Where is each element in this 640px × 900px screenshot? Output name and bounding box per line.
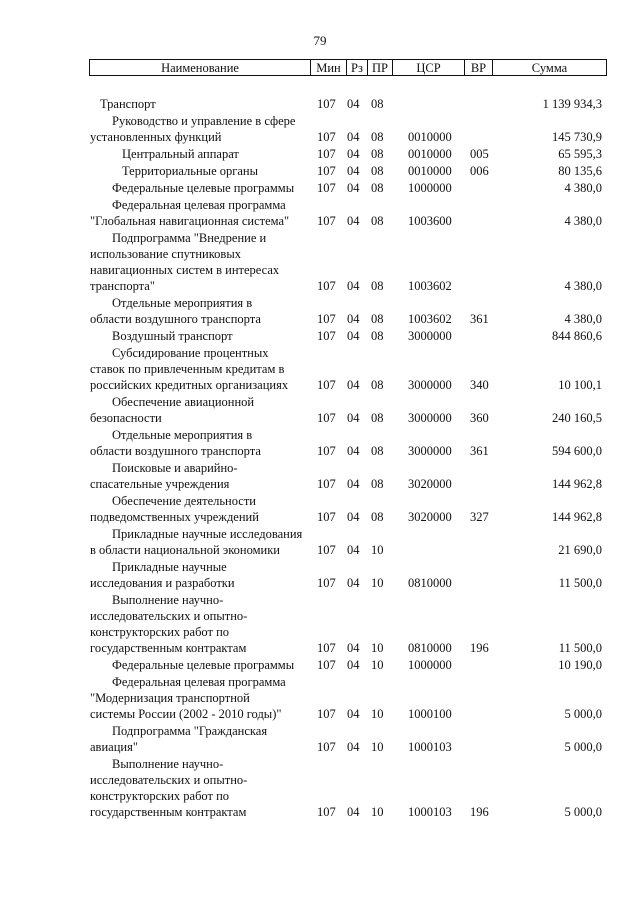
- row-name: [90, 96, 314, 112]
- row-name-line: безопасности: [90, 411, 162, 425]
- table-row: [0, 146, 640, 162]
- row-name: [90, 345, 314, 393]
- header-sum: Сумма: [531, 61, 568, 75]
- row-name-line: Отдельные мероприятия в: [112, 428, 253, 442]
- cell-rz: 04: [347, 641, 360, 655]
- table-row: [0, 674, 640, 722]
- cell-sum: 4 380,0: [564, 214, 602, 228]
- header-rz: Рз: [347, 60, 368, 75]
- row-name-line: Центральный аппарат: [122, 147, 239, 161]
- cell-sum: 5 000,0: [564, 707, 602, 721]
- cell-min: 107: [317, 740, 336, 754]
- table-row: [0, 427, 640, 459]
- table-row: [0, 113, 640, 145]
- cell-csr: 0810000: [408, 576, 452, 590]
- cell-sum: 11 500,0: [558, 641, 602, 655]
- cell-csr: 0010000: [408, 130, 452, 144]
- row-name: [90, 657, 314, 673]
- cell-sum: 4 380,0: [564, 312, 602, 326]
- cell-rz: 04: [347, 740, 360, 754]
- cell-vr: 196: [470, 641, 489, 655]
- cell-sum: 240 160,5: [552, 411, 602, 425]
- cell-csr: 0810000: [408, 641, 452, 655]
- cell-min: 107: [317, 411, 336, 425]
- row-name-line: в области национальной экономики: [90, 543, 280, 557]
- cell-csr: 1003600: [408, 214, 452, 228]
- cell-vr: 196: [470, 805, 489, 819]
- cell-min: 107: [317, 279, 336, 293]
- row-name-line: Федеральные целевые программы: [112, 658, 295, 672]
- table-row: [0, 526, 640, 558]
- cell-rz: 04: [347, 543, 360, 557]
- cell-sum: 144 962,8: [552, 477, 602, 491]
- cell-pr: 08: [371, 444, 384, 458]
- cell-rz: 04: [347, 805, 360, 819]
- cell-pr: 10: [371, 576, 384, 590]
- row-name-line: транспорта": [90, 279, 155, 293]
- row-name-line: Выполнение научно-: [112, 757, 224, 771]
- row-name-line: конструкторских работ по: [90, 625, 230, 639]
- cell-min: 107: [317, 805, 336, 819]
- cell-csr: 3000000: [408, 444, 452, 458]
- row-name-line: Федеральные целевые программы: [112, 181, 295, 195]
- row-name-line: системы России (2002 - 2010 годы)": [90, 707, 282, 721]
- cell-rz: 04: [347, 444, 360, 458]
- table-row: [0, 394, 640, 426]
- row-name-line: исследования и разработки: [90, 576, 235, 590]
- cell-pr: 08: [371, 510, 384, 524]
- row-name-line: области воздушного транспорта: [90, 444, 261, 458]
- cell-min: 107: [317, 510, 336, 524]
- cell-csr: 0010000: [408, 164, 452, 178]
- row-name: [90, 180, 314, 196]
- cell-sum: 1 139 934,3: [542, 97, 602, 111]
- cell-csr: 1000000: [408, 658, 452, 672]
- row-name-line: Субсидирование процентных: [112, 346, 269, 360]
- row-name-line: Федеральная целевая программа: [112, 198, 286, 212]
- row-name: [90, 197, 314, 229]
- table-row: [0, 723, 640, 755]
- row-name-line: области воздушного транспорта: [90, 312, 261, 326]
- table-row: [0, 197, 640, 229]
- cell-min: 107: [317, 707, 336, 721]
- table-header: [89, 59, 607, 76]
- row-name-line: Федеральная целевая программа: [112, 675, 286, 689]
- cell-csr: 3000000: [408, 329, 452, 343]
- cell-sum: 5 000,0: [564, 805, 602, 819]
- row-name-line: "Модернизация транспортной: [90, 691, 250, 705]
- row-name: [90, 295, 314, 327]
- cell-min: 107: [317, 329, 336, 343]
- row-name: [90, 113, 314, 145]
- row-name-line: навигационных систем в интересах: [90, 263, 280, 277]
- row-name-line: Подпрограмма "Внедрение и: [112, 231, 267, 245]
- cell-pr: 10: [371, 543, 384, 557]
- cell-min: 107: [317, 658, 336, 672]
- table-row: [0, 345, 640, 393]
- cell-sum: 4 380,0: [564, 181, 602, 195]
- table-row: [0, 559, 640, 591]
- cell-pr: 08: [371, 181, 384, 195]
- cell-rz: 04: [347, 658, 360, 672]
- row-name-line: "Глобальная навигационная система": [90, 214, 290, 228]
- row-name-line: российских кредитных организациях: [90, 378, 289, 392]
- row-name-line: Территориальные органы: [122, 164, 259, 178]
- cell-pr: 10: [371, 805, 384, 819]
- cell-min: 107: [317, 181, 336, 195]
- table-body: [0, 96, 640, 821]
- cell-sum: 10 100,1: [558, 378, 602, 392]
- cell-sum: 5 000,0: [564, 740, 602, 754]
- cell-min: 107: [317, 477, 336, 491]
- cell-vr: 361: [470, 312, 489, 326]
- row-name: [90, 592, 314, 656]
- cell-vr: 340: [470, 378, 489, 392]
- header-min: Мин: [311, 60, 347, 75]
- cell-sum: 145 730,9: [552, 130, 602, 144]
- header-csr: ЦСР: [393, 60, 465, 75]
- cell-sum: 21 690,0: [558, 543, 602, 557]
- cell-csr: 1000103: [408, 740, 452, 754]
- row-name-line: Подпрограмма "Гражданская: [112, 724, 268, 738]
- cell-min: 107: [317, 130, 336, 144]
- cell-csr: 1003602: [408, 312, 452, 326]
- cell-rz: 04: [347, 576, 360, 590]
- cell-pr: 08: [371, 130, 384, 144]
- row-name: [90, 526, 314, 558]
- row-name: [90, 559, 314, 591]
- row-name-line: Поисковые и аварийно-: [112, 461, 238, 475]
- row-name-line: Прикладные научные: [112, 560, 227, 574]
- row-name-line: установленных функций: [90, 130, 222, 144]
- header-pr: ПР: [368, 60, 393, 75]
- cell-rz: 04: [347, 147, 360, 161]
- row-name: [90, 328, 314, 344]
- row-name: [90, 674, 314, 722]
- cell-csr: 3020000: [408, 510, 452, 524]
- row-name-line: спасательные учреждения: [90, 477, 230, 491]
- cell-min: 107: [317, 641, 336, 655]
- row-name-line: Транспорт: [100, 97, 156, 111]
- cell-sum: 11 500,0: [558, 576, 602, 590]
- cell-csr: 0010000: [408, 147, 452, 161]
- row-name: [90, 493, 314, 525]
- row-name-line: Отдельные мероприятия в: [112, 296, 253, 310]
- table-row: [0, 180, 640, 196]
- cell-pr: 10: [371, 707, 384, 721]
- cell-min: 107: [317, 543, 336, 557]
- row-name-line: использование спутниковых: [90, 247, 241, 261]
- cell-min: 107: [317, 378, 336, 392]
- cell-pr: 08: [371, 411, 384, 425]
- row-name-line: Воздушный транспорт: [112, 329, 233, 343]
- row-name-line: государственным контрактам: [90, 805, 247, 819]
- cell-pr: 10: [371, 658, 384, 672]
- cell-rz: 04: [347, 378, 360, 392]
- cell-pr: 08: [371, 279, 384, 293]
- row-name: [90, 146, 314, 162]
- row-name-line: Руководство и управление в сфере: [112, 114, 296, 128]
- table-row: [0, 96, 640, 112]
- cell-pr: 08: [371, 97, 384, 111]
- table-row: [0, 493, 640, 525]
- cell-rz: 04: [347, 130, 360, 144]
- cell-vr: 361: [470, 444, 489, 458]
- cell-min: 107: [317, 97, 336, 111]
- cell-sum: 594 600,0: [552, 444, 602, 458]
- cell-rz: 04: [347, 707, 360, 721]
- cell-rz: 04: [347, 164, 360, 178]
- cell-min: 107: [317, 147, 336, 161]
- row-name: [90, 460, 314, 492]
- cell-vr: 360: [470, 411, 489, 425]
- row-name-line: Обеспечение авиационной: [112, 395, 255, 409]
- cell-pr: 08: [371, 477, 384, 491]
- cell-sum: 10 190,0: [558, 658, 602, 672]
- row-name: [90, 230, 314, 294]
- cell-vr: 005: [470, 147, 489, 161]
- cell-sum: 844 860,6: [552, 329, 602, 343]
- cell-csr: 3000000: [408, 378, 452, 392]
- cell-rz: 04: [347, 411, 360, 425]
- cell-csr: 1000103: [408, 805, 452, 819]
- row-name-line: ставок по привлеченным кредитам в: [90, 362, 285, 376]
- row-name-line: конструкторских работ по: [90, 789, 230, 803]
- row-name-line: авиация": [90, 740, 138, 754]
- table-row: [0, 163, 640, 179]
- row-name-line: исследовательских и опытно-: [90, 609, 248, 623]
- cell-min: 107: [317, 444, 336, 458]
- table-row: [0, 295, 640, 327]
- cell-pr: 08: [371, 378, 384, 392]
- row-name-line: государственным контрактам: [90, 641, 247, 655]
- row-name-line: Обеспечение деятельности: [112, 494, 257, 508]
- cell-sum: 4 380,0: [564, 279, 602, 293]
- cell-pr: 08: [371, 164, 384, 178]
- cell-pr: 08: [371, 147, 384, 161]
- row-name: [90, 756, 314, 820]
- cell-vr: 006: [470, 164, 489, 178]
- cell-csr: 1000100: [408, 707, 452, 721]
- cell-sum: 80 135,6: [558, 164, 602, 178]
- row-name-line: подведомственных учреждений: [90, 510, 259, 524]
- cell-vr: 327: [470, 510, 489, 524]
- cell-pr: 10: [371, 641, 384, 655]
- header-name: Наименование: [90, 60, 311, 75]
- cell-rz: 04: [347, 279, 360, 293]
- cell-rz: 04: [347, 97, 360, 111]
- cell-pr: 08: [371, 329, 384, 343]
- cell-min: 107: [317, 214, 336, 228]
- cell-csr: 1003602: [408, 279, 452, 293]
- cell-pr: 08: [371, 312, 384, 326]
- row-name-line: Выполнение научно-: [112, 593, 224, 607]
- table-row: [0, 657, 640, 673]
- cell-csr: 1000000: [408, 181, 452, 195]
- cell-rz: 04: [347, 477, 360, 491]
- table-row: [0, 756, 640, 820]
- cell-rz: 04: [347, 312, 360, 326]
- page-number: 79: [313, 33, 327, 48]
- cell-rz: 04: [347, 510, 360, 524]
- table-row: [0, 328, 640, 344]
- cell-sum: 144 962,8: [552, 510, 602, 524]
- table-row: [0, 592, 640, 656]
- header-vr: ВР: [465, 60, 493, 75]
- cell-csr: 3020000: [408, 477, 452, 491]
- cell-min: 107: [317, 164, 336, 178]
- cell-min: 107: [317, 312, 336, 326]
- cell-pr: 08: [371, 214, 384, 228]
- row-name-line: исследовательских и опытно-: [90, 773, 248, 787]
- cell-csr: 3000000: [408, 411, 452, 425]
- row-name: [90, 163, 314, 179]
- row-name: [90, 394, 314, 426]
- cell-pr: 10: [371, 740, 384, 754]
- row-name: [90, 723, 314, 755]
- cell-min: 107: [317, 576, 336, 590]
- table-row: [0, 460, 640, 492]
- cell-rz: 04: [347, 181, 360, 195]
- row-name-line: Прикладные научные исследования: [112, 527, 303, 541]
- cell-sum: 65 595,3: [558, 147, 602, 161]
- cell-rz: 04: [347, 329, 360, 343]
- row-name: [90, 427, 314, 459]
- cell-rz: 04: [347, 214, 360, 228]
- table-row: [0, 230, 640, 294]
